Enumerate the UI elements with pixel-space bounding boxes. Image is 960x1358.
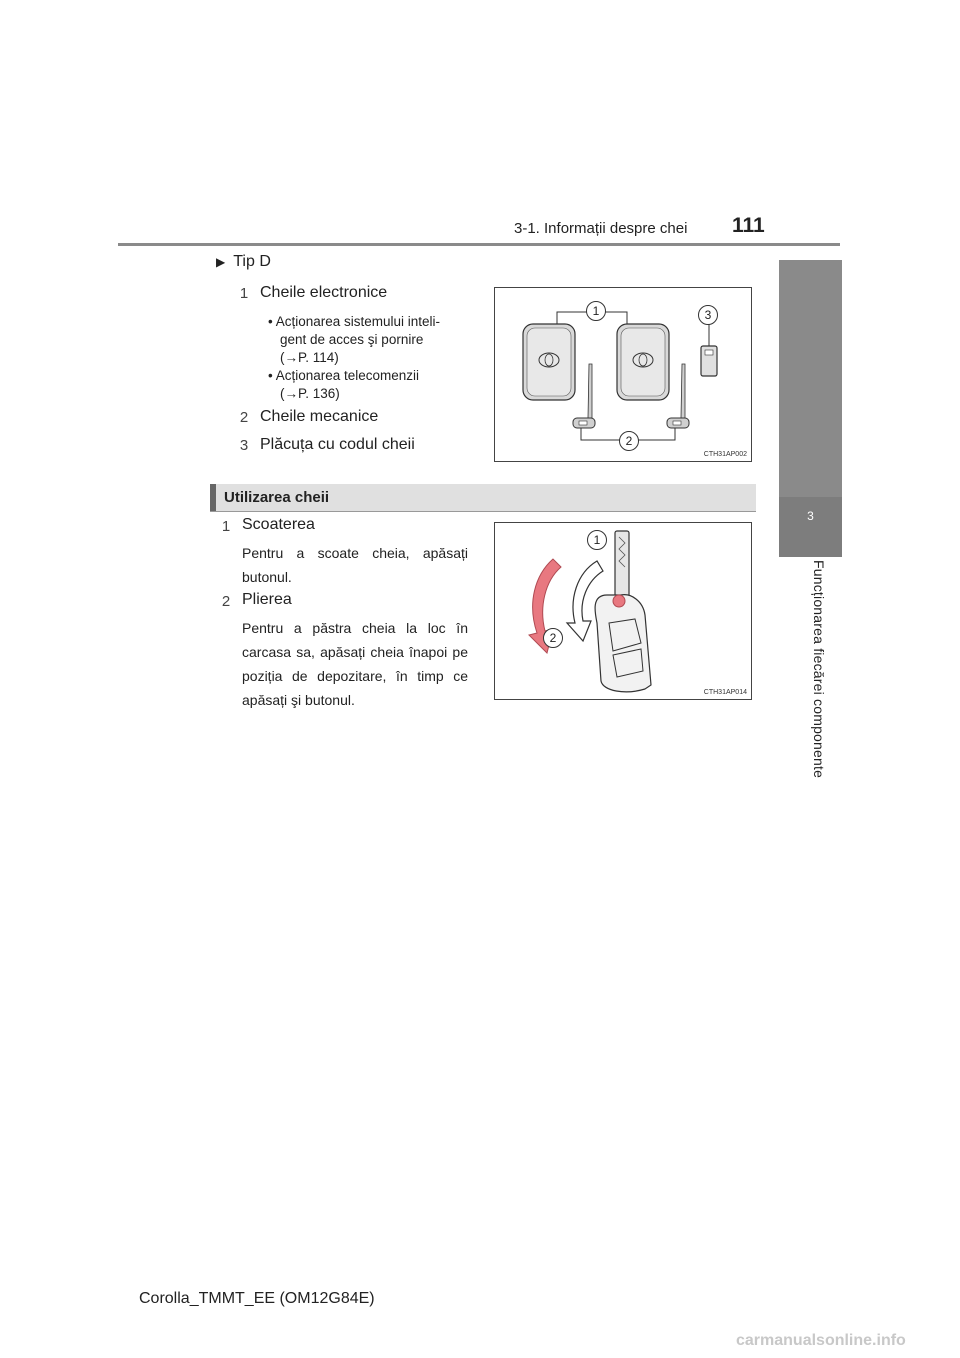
item-title: Cheile mecanice xyxy=(260,408,379,425)
watermark: carmanualsonline.info xyxy=(736,1332,906,1349)
section-heading xyxy=(210,484,756,512)
bullet-line: (→P. 114) xyxy=(280,350,339,365)
bullet-line: (→P. 136) xyxy=(280,386,340,401)
chapter-number: 3 xyxy=(807,509,814,523)
header-rule xyxy=(118,243,840,246)
figure-code: CTH31AP014 xyxy=(703,689,747,696)
callout-1: 1 xyxy=(586,301,606,321)
item-number: 3 xyxy=(239,437,249,454)
triangle-bullet-icon: ▶ xyxy=(216,255,226,269)
side-rail xyxy=(779,260,842,497)
bullet-line: • Acționarea telecomenzii xyxy=(268,368,420,383)
callout-2: 2 xyxy=(543,628,563,648)
bullet-line: gent de acces şi pornire xyxy=(280,332,424,347)
item-text: Pentru a scoate cheia, apăsați butonul. xyxy=(242,545,468,585)
item-title: Plăcuța cu codul cheii xyxy=(260,436,415,453)
item-number: 1 xyxy=(221,518,231,535)
type-label-text: Tip D xyxy=(233,253,271,270)
item-title: Scoaterea xyxy=(242,516,315,533)
bullet-line: • Acționarea sistemului inteli- xyxy=(268,314,441,329)
item-text: Pentru a păstra cheia la loc în carcasa sa, apăsați cheia înapoi pe poziția de depozitare, în timp ce apăsați şi butonul. xyxy=(242,620,468,708)
callout-2: 2 xyxy=(619,431,639,451)
figure-code: CTH31AP002 xyxy=(703,451,747,458)
item-number: 2 xyxy=(239,409,249,426)
chapter-title: Funcționarea fiecărei componente xyxy=(811,560,827,779)
callout-1: 1 xyxy=(587,530,607,550)
type-label xyxy=(216,253,271,271)
keys-figure xyxy=(494,287,752,462)
footer-model: Corolla_TMMT_EE (OM12G84E) xyxy=(139,1290,375,1307)
item-number: 1 xyxy=(239,285,249,302)
page-number: 111 xyxy=(732,214,765,237)
folding-key-figure xyxy=(494,522,752,700)
item-number: 2 xyxy=(221,593,231,610)
callout-3: 3 xyxy=(698,305,718,325)
item-title: Cheile electronice xyxy=(260,284,388,301)
folding-key-illustration xyxy=(495,523,751,699)
header-section-title: 3-1. Informații despre chei xyxy=(514,220,688,237)
chapter-tab xyxy=(779,497,842,557)
section-title: Utilizarea cheii xyxy=(224,489,330,506)
item-title: Plierea xyxy=(242,591,292,608)
section-divider xyxy=(210,511,756,512)
